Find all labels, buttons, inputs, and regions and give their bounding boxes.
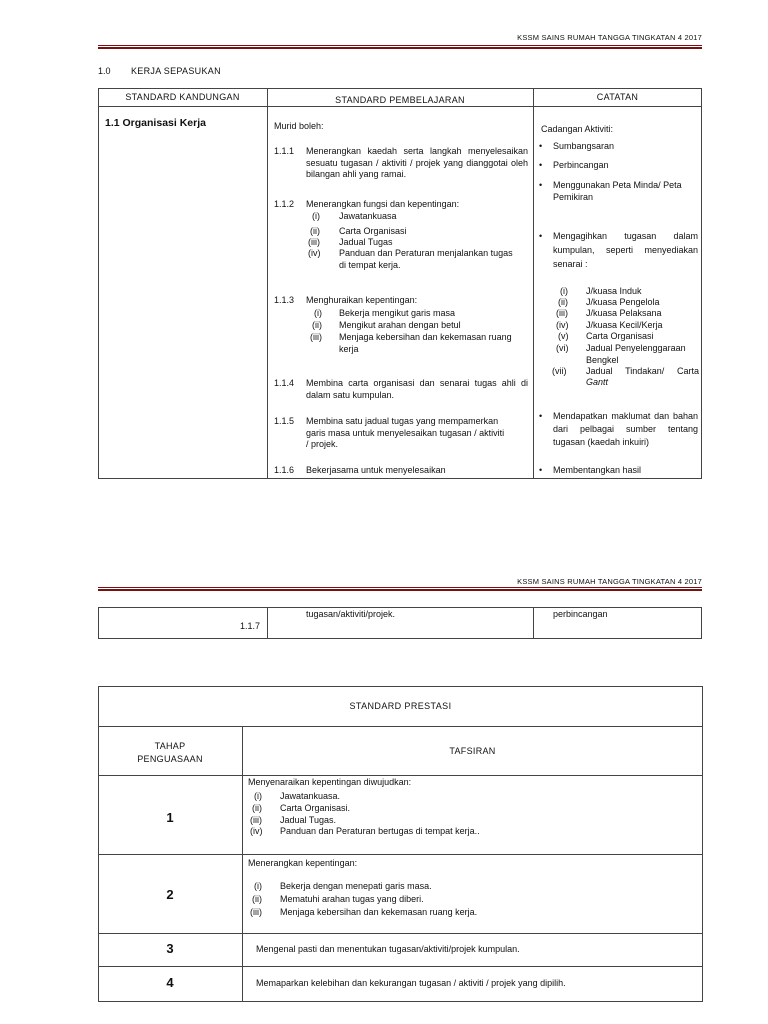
sub-number: (iii) [310, 332, 322, 342]
item-number: 1.1.3 [274, 295, 295, 305]
sub-text: Carta Organisasi. [280, 803, 351, 813]
level-text: Memaparkan kelebihan dan kekurangan tugasan / aktiviti / projek yang dipilih. [256, 978, 566, 988]
notes-bullet: • Mendapatkan maklumat dan bahan dari pelbagai sumber tentang tugasan (kaedah inkuiri) [553, 410, 698, 449]
sub-text: Jadual Tugas. [280, 815, 337, 825]
sub-text: Jawatankuasa [339, 211, 397, 221]
table-divider [267, 88, 268, 479]
sub-text: Jawatankuasa. [280, 791, 341, 801]
level-text: Mengenal pasti dan menentukan tugasan/aktiviti/projek kumpulan. [256, 944, 520, 954]
committee-number: (iii) [556, 308, 568, 318]
level-intro: Menerangkan kepentingan: [248, 858, 358, 868]
item-number: 1.1.6 [274, 465, 295, 475]
sub-text: Menjaga kebersihan dan kekemasan ruang kerja [339, 332, 512, 354]
committee-number: (iv) [556, 320, 569, 330]
table-divider [98, 726, 703, 727]
table-divider [98, 775, 703, 776]
section-number: 1.0 [98, 66, 111, 76]
sub-text: Carta Organisasi [339, 226, 407, 236]
sub-number: (ii) [252, 894, 262, 904]
table-divider [533, 607, 534, 639]
sub-number: (ii) [310, 226, 320, 236]
item-text: Menerangkan kaedah serta langkah menyelesaikan sesuatu tugasan / aktiviti / projek yang dianggotai oleh bilangan ahli yang ramai. [306, 146, 528, 179]
item-text: Menerangkan fungsi dan kepentingan: [306, 199, 460, 209]
performance-title: STANDARD PRESTASI [349, 701, 452, 711]
committee-text: Carta Organisasi [586, 331, 654, 341]
sub-text: Jadual Tugas [339, 237, 393, 247]
committee-number: (ii) [558, 297, 568, 307]
notes-bullet: • Menggunakan Peta Minda/ Peta Pemikiran [553, 180, 693, 203]
notes-heading: Cadangan Aktiviti: [541, 124, 614, 134]
col-head-standard-kandungan: STANDARD KANDUNGAN [125, 92, 240, 102]
sub-number: (ii) [312, 320, 322, 330]
col-head-tafsiran: TAFSIRAN [449, 746, 496, 756]
committee-text: J/kuasa Pengelola [586, 297, 660, 307]
content-standard-title: 1.1 Organisasi Kerja [105, 117, 206, 129]
page-header: KSSM SAINS RUMAH TANGGA TINGKATAN 4 2017 [517, 577, 702, 586]
intro-text: Murid boleh: [274, 121, 324, 131]
item-text: Bekerjasama untuk menyelesaikan [306, 465, 446, 475]
table-divider [98, 854, 703, 855]
notes-text: perbincangan [553, 609, 608, 619]
col-head-standard-pembelajaran: STANDARD PEMBELAJARAN [335, 95, 465, 105]
level-number: 4 [166, 975, 174, 990]
col-head-tahap: TAHAP PENGUASAAN [137, 741, 203, 764]
sub-number: (i) [312, 211, 320, 221]
committee-number: (v) [558, 331, 569, 341]
item-text: tugasan/aktiviti/projek. [306, 609, 396, 619]
sub-text: Mengikut arahan dengan betul [339, 320, 461, 330]
col-head-catatan: CATATAN [596, 92, 639, 102]
committee-number: (i) [560, 286, 568, 296]
notes-bullet: • Membentangkan hasil [553, 465, 641, 477]
committee-text: Gantt [586, 377, 609, 387]
notes-bullet: • Mengagihkan tugasan dalam kumpulan, seperti menyediakan senarai : [553, 229, 698, 271]
sub-text: Panduan dan Peraturan menjalankan tugas di tempat kerja. [339, 248, 513, 270]
item-number: 1.1.1 [274, 146, 295, 156]
table-divider [267, 607, 268, 639]
committee-number: (vi) [556, 343, 569, 353]
committee-text: Jadual Tindakan/ Carta [586, 366, 699, 376]
committee-text: Jadual Penyelenggaraan Bengkel [586, 343, 686, 365]
item-text: Membina satu jadual tugas yang mempamerkan garis masa untuk menyelesaikan tugasan / aktiviti / projek. [306, 416, 505, 449]
notes-bullet: • Perbincangan [553, 160, 609, 172]
item-number: 1.1.2 [274, 199, 295, 209]
level-number: 2 [166, 887, 174, 902]
header-rule [98, 587, 702, 591]
sub-number: (ii) [252, 803, 262, 813]
sub-number: (i) [254, 791, 262, 801]
sub-number: (i) [314, 308, 322, 318]
level-number: 1 [166, 810, 174, 825]
committee-text: J/kuasa Pelaksana [586, 308, 662, 318]
sub-text: Mematuhi arahan tugas yang diberi. [280, 894, 424, 904]
notes-bullet: • Sumbangsaran [553, 141, 614, 153]
sub-number: (iv) [250, 826, 263, 836]
sub-number: (iii) [250, 907, 262, 917]
table-divider [533, 88, 534, 479]
level-intro: Menyenaraikan kepentingan diwujudkan: [248, 777, 412, 787]
committee-text: J/kuasa Kecil/Kerja [586, 320, 663, 330]
sub-number: (iii) [308, 237, 320, 247]
item-text: Membina carta organisasi dan senarai tugas ahli di dalam satu kumpulan. [306, 378, 528, 400]
item-number: 1.1.5 [274, 416, 295, 426]
table-divider [98, 966, 703, 967]
committee-number: (vii) [552, 366, 567, 376]
committee-text: J/kuasa Induk [586, 286, 642, 296]
sub-number: (iii) [250, 815, 262, 825]
sub-number: (i) [254, 881, 262, 891]
sub-number: (iv) [308, 248, 321, 258]
item-number: 1.1.7 [240, 621, 261, 631]
item-number: 1.1.4 [274, 378, 295, 388]
sub-text: Bekerja dengan menepati garis masa. [280, 881, 432, 891]
level-number: 3 [166, 941, 174, 956]
table-divider [242, 726, 243, 1002]
section-title: KERJA SEPASUKAN [131, 66, 221, 76]
header-rule [98, 45, 702, 49]
sub-text: Panduan dan Peraturan bertugas di tempat kerja.. [280, 826, 480, 836]
page-header: KSSM SAINS RUMAH TANGGA TINGKATAN 4 2017 [517, 33, 702, 42]
sub-text: Menjaga kebersihan dan kekemasan ruang kerja. [280, 907, 478, 917]
sub-text: Bekerja mengikut garis masa [339, 308, 456, 318]
table-divider [98, 933, 703, 934]
continuation-table [98, 607, 702, 639]
item-text: Menghuraikan kepentingan: [306, 295, 418, 305]
